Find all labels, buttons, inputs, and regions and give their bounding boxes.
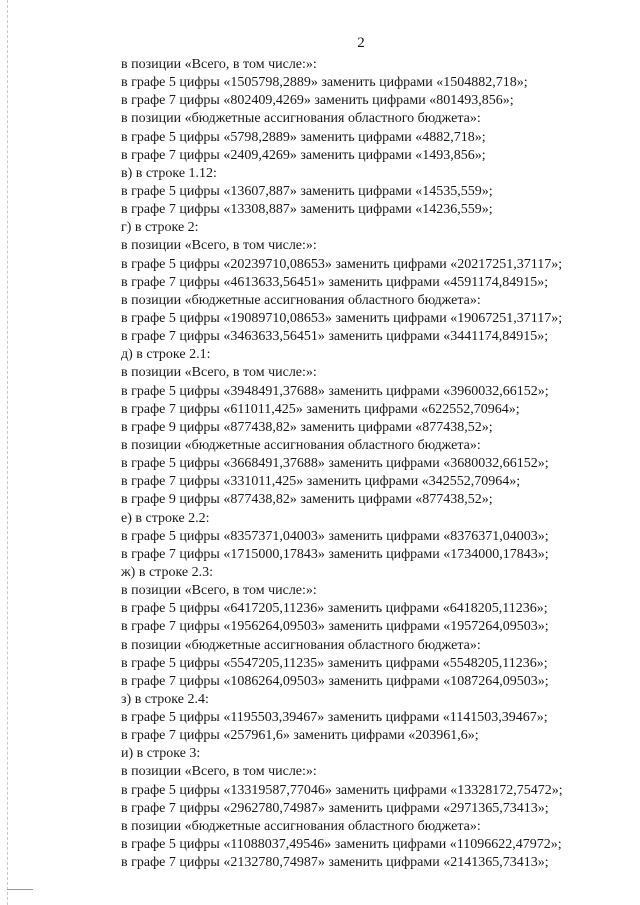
page-left-border — [7, 0, 8, 905]
text-line: в графе 7 цифры «802409,4269» заменить цифрами «801493,856»; — [121, 93, 514, 109]
text-line: в графе 7 цифры «2132780,74987» заменить цифрами «2141365,73413»; — [121, 855, 549, 871]
text-line: в графе 7 цифры «257961,6» заменить цифрами «203961,6»; — [121, 728, 479, 744]
text-line: в) в строке 1.12: — [121, 165, 217, 181]
text-line: в графе 7 цифры «1956264,09503» заменить цифрами «1957264,09503»; — [121, 619, 549, 635]
text-line: в графе 7 цифры «3463633,56451» заменить цифрами «3441174,84915»; — [121, 329, 549, 345]
text-line: ж) в строке 2.3: — [121, 564, 214, 580]
text-line: в графе 7 цифры «331011,425» заменить цифрами «342552,70964»; — [121, 474, 521, 490]
text-line: в графе 5 цифры «3948491,37688» заменить цифрами «3960032,66152»; — [121, 383, 549, 399]
text-line: в позиции «Всего, в том числе:»: — [121, 583, 317, 599]
text-line: в графе 7 цифры «2962780,74987» заменить цифрами «2971365,73413»; — [121, 800, 549, 816]
text-line: з) в строке 2.4: — [121, 691, 209, 707]
page-number: 2 — [357, 35, 365, 51]
text-line: в графе 5 цифры «20239710,08653» заменить цифрами «20217251,37117»; — [121, 256, 563, 272]
text-line: в графе 5 цифры «5798,2889» заменить цифрами «4882,718»; — [121, 129, 486, 145]
text-line: в графе 7 цифры «1086264,09503» заменить цифрами «1087264,09503»; — [121, 673, 549, 689]
document-body — [121, 56, 621, 872]
text-line: в графе 5 цифры «5547205,11235» заменить цифрами «5548205,11236»; — [121, 655, 548, 671]
text-line: в графе 7 цифры «1715000,17843» заменить цифрами «1734000,17843»; — [121, 546, 549, 562]
text-line: в графе 5 цифры «3668491,37688» заменить цифрами «3680032,66152»; — [121, 456, 549, 472]
text-line: в графе 7 цифры «2409,4269» заменить цифрами «1493,856»; — [121, 147, 486, 163]
text-line: в позиции «Всего, в том числе:»: — [121, 238, 317, 254]
text-line: в графе 9 цифры «877438,82» заменить цифрами «877438,52»; — [121, 419, 493, 435]
text-line: в графе 5 цифры «13607,887» заменить цифрами «14535,559»; — [121, 183, 493, 199]
text-line: в графе 5 цифры «1195503,39467» заменить цифрами «1141503,39467»; — [121, 710, 548, 726]
text-line: в позиции «Всего, в том числе:»: — [121, 57, 317, 72]
text-line: в позиции «бюджетные ассигнования областного бюджета»: — [121, 637, 481, 653]
text-line: в графе 7 цифры «13308,887» заменить цифрами «14236,559»; — [121, 202, 493, 218]
text-line: в позиции «бюджетные ассигнования областного бюджета»: — [121, 292, 481, 308]
text-line: в графе 7 цифры «611011,425» заменить цифрами «622552,70964»; — [121, 401, 520, 417]
text-line: в графе 5 цифры «11088037,49546» заменить цифрами «11096622,47972»; — [121, 837, 562, 853]
text-line: г) в строке 2: — [121, 220, 199, 236]
text-line: в графе 5 цифры «1505798,2889» заменить цифрами «1504882,718»; — [121, 75, 528, 91]
text-line: в позиции «Всего, в том числе:»: — [121, 365, 317, 381]
text-line: в графе 5 цифры «6417205,11236» заменить цифрами «6418205,11236»; — [121, 601, 548, 617]
text-line: и) в строке 3: — [121, 746, 201, 762]
text-line: в позиции «Всего, в том числе:»: — [121, 764, 317, 780]
text-line: в графе 5 цифры «13319587,77046» заменить цифрами «13328172,75472»; — [121, 782, 563, 798]
text-line: в графе 9 цифры «877438,82» заменить цифрами «877438,52»; — [121, 492, 493, 508]
text-line: в позиции «бюджетные ассигнования областного бюджета»: — [121, 818, 481, 834]
text-line: в графе 5 цифры «19089710,08653» заменить цифрами «19067251,37117»; — [121, 310, 563, 326]
text-line: в позиции «бюджетные ассигнования областного бюджета»: — [121, 437, 481, 453]
page-corner-mark — [7, 889, 33, 890]
text-line: е) в строке 2.2: — [121, 510, 210, 526]
text-line: в графе 7 цифры «4613633,56451» заменить цифрами «4591174,84915»; — [121, 274, 549, 290]
text-line: д) в строке 2.1: — [121, 347, 211, 363]
text-line: в позиции «бюджетные ассигнования областного бюджета»: — [121, 111, 481, 127]
text-line: в графе 5 цифры «8357371,04003» заменить цифрами «8376371,04003»; — [121, 528, 549, 544]
